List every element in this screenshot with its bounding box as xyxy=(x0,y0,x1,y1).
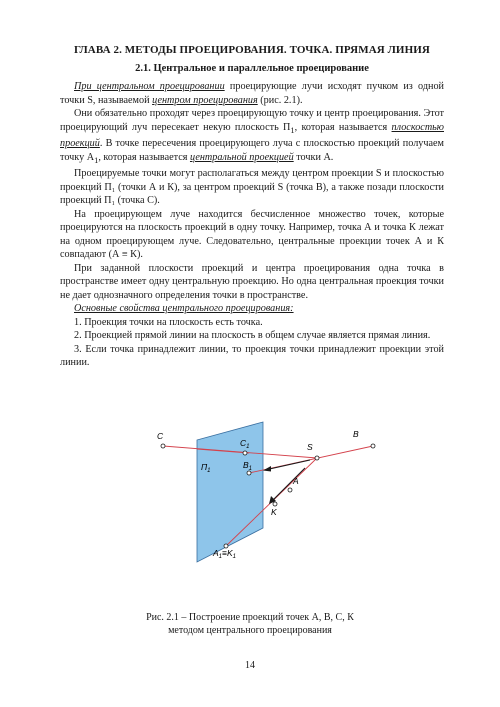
page-content xyxy=(60,42,444,370)
paragraph-2-text-b: , которая называется xyxy=(294,121,392,133)
central-projection-figure xyxy=(145,418,385,578)
point-c xyxy=(161,444,165,448)
property-3: 3. Если точка принадлежит линии, то проекция точки принадлежит проекции этой линии. xyxy=(60,343,444,369)
paragraph-1-text-end: (рис. 2.1). xyxy=(257,94,303,106)
paragraph-2 xyxy=(60,107,444,167)
figure-caption xyxy=(0,611,500,637)
term-projection-center: центром проецирования xyxy=(152,94,258,106)
properties-heading-text: Основные свойства центрального проецирования: xyxy=(74,303,294,315)
property-2: 2. Проекцией прямой линии на плоскость в общем случае является прямая линия. xyxy=(74,330,431,342)
label-plane: $П_1$ xyxy=(201,462,211,474)
page-number: 14 xyxy=(245,660,255,671)
term-projection-plane: плоскостью проекций xyxy=(60,121,444,150)
arrow-b-head xyxy=(263,466,271,472)
arrow-ak xyxy=(271,468,305,502)
label-b: B xyxy=(353,429,359,439)
label-k: K xyxy=(271,507,277,517)
projection-plane xyxy=(197,422,263,562)
label-a1k1: $A_1\equiv K_1$ xyxy=(213,548,236,560)
section-title: 2.1. Центральное и параллельное проецирование xyxy=(135,63,369,74)
label-c1: $C_1$ xyxy=(240,438,250,450)
paragraph-2-text-e: точки А. xyxy=(293,151,334,163)
paragraph-2-text: Они обязательно проходят через проецирующую точку и центр проецирования. Этот проецирующий луч пересекает некую плоскость П xyxy=(60,108,444,133)
label-a: A xyxy=(293,476,299,486)
arrow-b xyxy=(265,460,310,470)
properties-heading xyxy=(60,302,444,316)
paragraph-2-text-d: , которая называется xyxy=(98,151,190,163)
point-k xyxy=(273,502,277,506)
term-central-projection-of-point: центральной проекцией xyxy=(189,151,294,163)
paragraph-3: Проецируемые точки могут располагаться между центром проекции S и плоскостью проекций П₁ (точки А и К), за центром проекций S (точка В), а также позади плоскости проекций П₁ (точка С). xyxy=(60,168,444,207)
paragraph-5: При заданной плоскости проекций и центра проецирования одна точка в пространстве имеет одну центральную проекцию. Но одна центральная проекция точки не дает однозначного определения точки в пространстве. xyxy=(60,262,444,301)
caption-line-2: методом центрального проецирования xyxy=(168,625,332,636)
point-c1 xyxy=(243,451,247,455)
term-central-projection: При центральном проецировании xyxy=(74,81,225,92)
chapter-title: ГЛАВА 2. МЕТОДЫ ПРОЕЦИРОВАНИЯ. ТОЧКА. ПРЯМАЯ ЛИНИЯ xyxy=(74,44,430,56)
label-b1: $B_1$ xyxy=(243,460,253,472)
point-s xyxy=(315,456,319,460)
paragraph-1-text: проецирующие лучи исходят пучком из одной точки S, называемой xyxy=(60,81,445,106)
property-1: 1. Проекция точки на плоскость есть точка. xyxy=(74,316,263,328)
point-b xyxy=(371,444,375,448)
point-a xyxy=(288,488,292,492)
paragraph-4: На проецирующем луче находится бесчисленное множество точек, которые проецируются на плоскость проекций в одну точку. Например, точка А и точка К лежат на одном проецирующем луче. Следовательно, центральные проекции точек А и К совпадают (А ≡ К). xyxy=(60,208,444,261)
label-s: S xyxy=(307,442,313,452)
plane-subscript: 1 xyxy=(290,124,295,135)
caption-line-1: Рис. 2.1 – Построение проекций точек А, В, С, К xyxy=(146,612,354,623)
point-subscript: 1 xyxy=(94,154,99,165)
paragraph-1 xyxy=(60,80,444,107)
body-text xyxy=(60,80,444,370)
paragraph-2-text-c: . В точке пересечения проецирующего луча с плоскостью проекций получаем точку А xyxy=(60,138,444,163)
label-c: C xyxy=(157,431,164,441)
